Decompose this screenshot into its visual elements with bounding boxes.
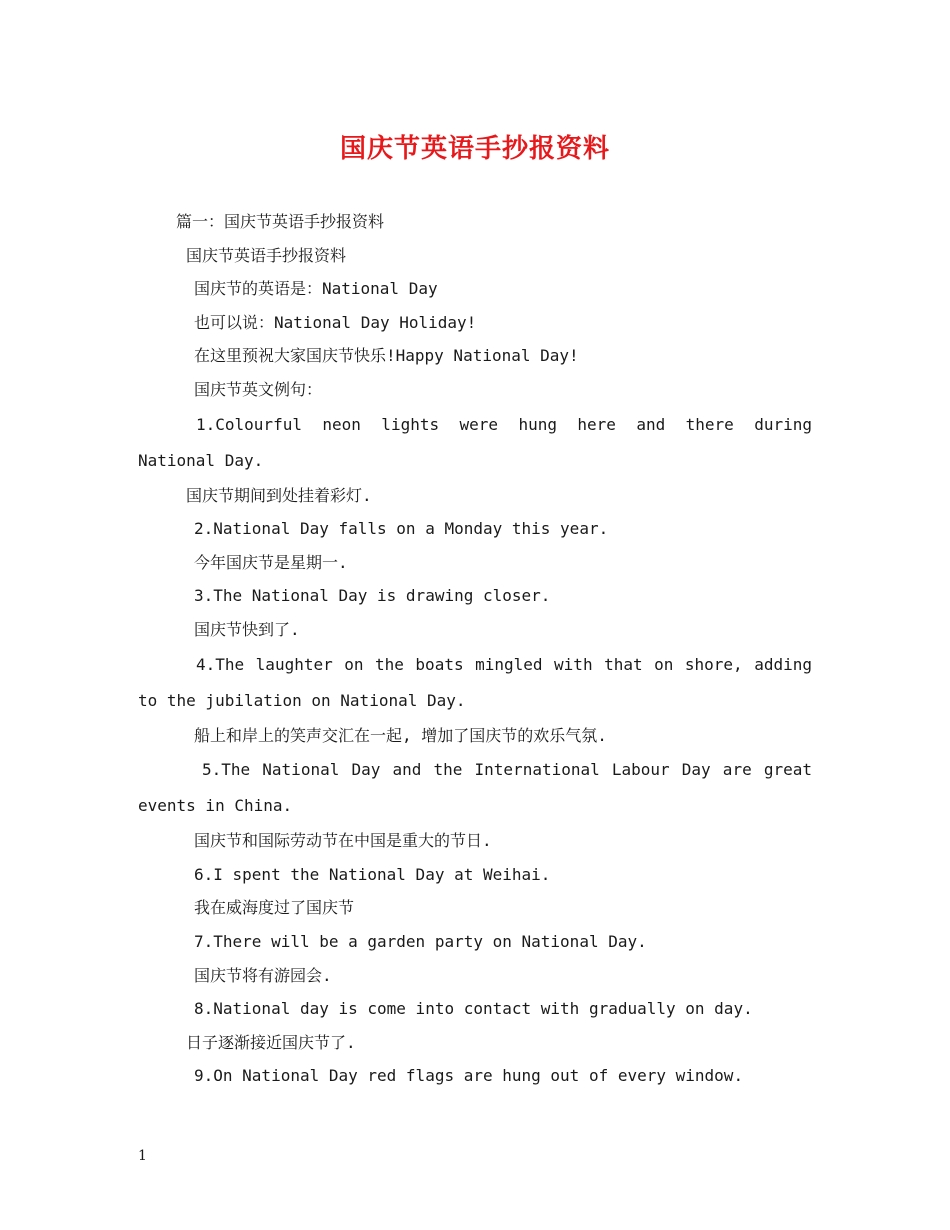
example-translation: 船上和岸上的笑声交汇在一起, 增加了国庆节的欢乐气氛. xyxy=(194,725,607,745)
example-translation: 国庆节和国际劳动节在中国是重大的节日. xyxy=(194,831,492,851)
example-sentence: 1.Colourful neon lights were hung here and there during National Day. xyxy=(138,414,812,470)
paragraph: 国庆节英语手抄报资料 xyxy=(186,245,347,265)
example-translation: 国庆节将有游园会. xyxy=(194,965,332,985)
example-translation: 国庆节快到了. xyxy=(194,619,300,639)
section-heading: 篇一：国庆节英语手抄报资料 xyxy=(176,212,385,231)
paragraph: 国庆节的英语是：National Day xyxy=(194,279,438,299)
example-sentence: 3.The National Day is drawing closer. xyxy=(194,586,551,606)
example-sentence: 6.I spent the National Day at Weihai. xyxy=(194,864,551,884)
page-number: 1 xyxy=(138,1148,147,1164)
paragraph: 国庆节英文例句： xyxy=(194,379,323,399)
example-sentence: 8.National day is come into contact with gradually on day. xyxy=(194,999,753,1019)
document-title: 国庆节英语手抄报资料 xyxy=(339,134,610,164)
example-sentence: 7.There will be a garden party on National Day. xyxy=(194,931,647,951)
document-body xyxy=(138,205,812,1093)
example-translation: 日子逐渐接近国庆节了. xyxy=(186,1032,356,1052)
example-sentence: 4.The laughter on the boats mingled with that on shore, adding to the jubilation on National Day. xyxy=(138,654,812,710)
paragraph: 也可以说：National Day Holiday! xyxy=(194,312,477,332)
example-sentence: 9.On National Day red flags are hung out of every window. xyxy=(194,1066,744,1086)
example-translation: 我在威海度过了国庆节 xyxy=(194,898,355,918)
example-translation: 今年国庆节是星期一. xyxy=(194,552,348,572)
example-sentence: 2.National Day falls on a Monday this year. xyxy=(194,519,609,539)
example-translation: 国庆节期间到处挂着彩灯. xyxy=(186,485,372,505)
example-sentence: 5.The National Day and the International Labour Day are great events in China. xyxy=(138,760,812,816)
paragraph: 在这里预祝大家国庆节快乐!Happy National Day! xyxy=(194,346,579,366)
